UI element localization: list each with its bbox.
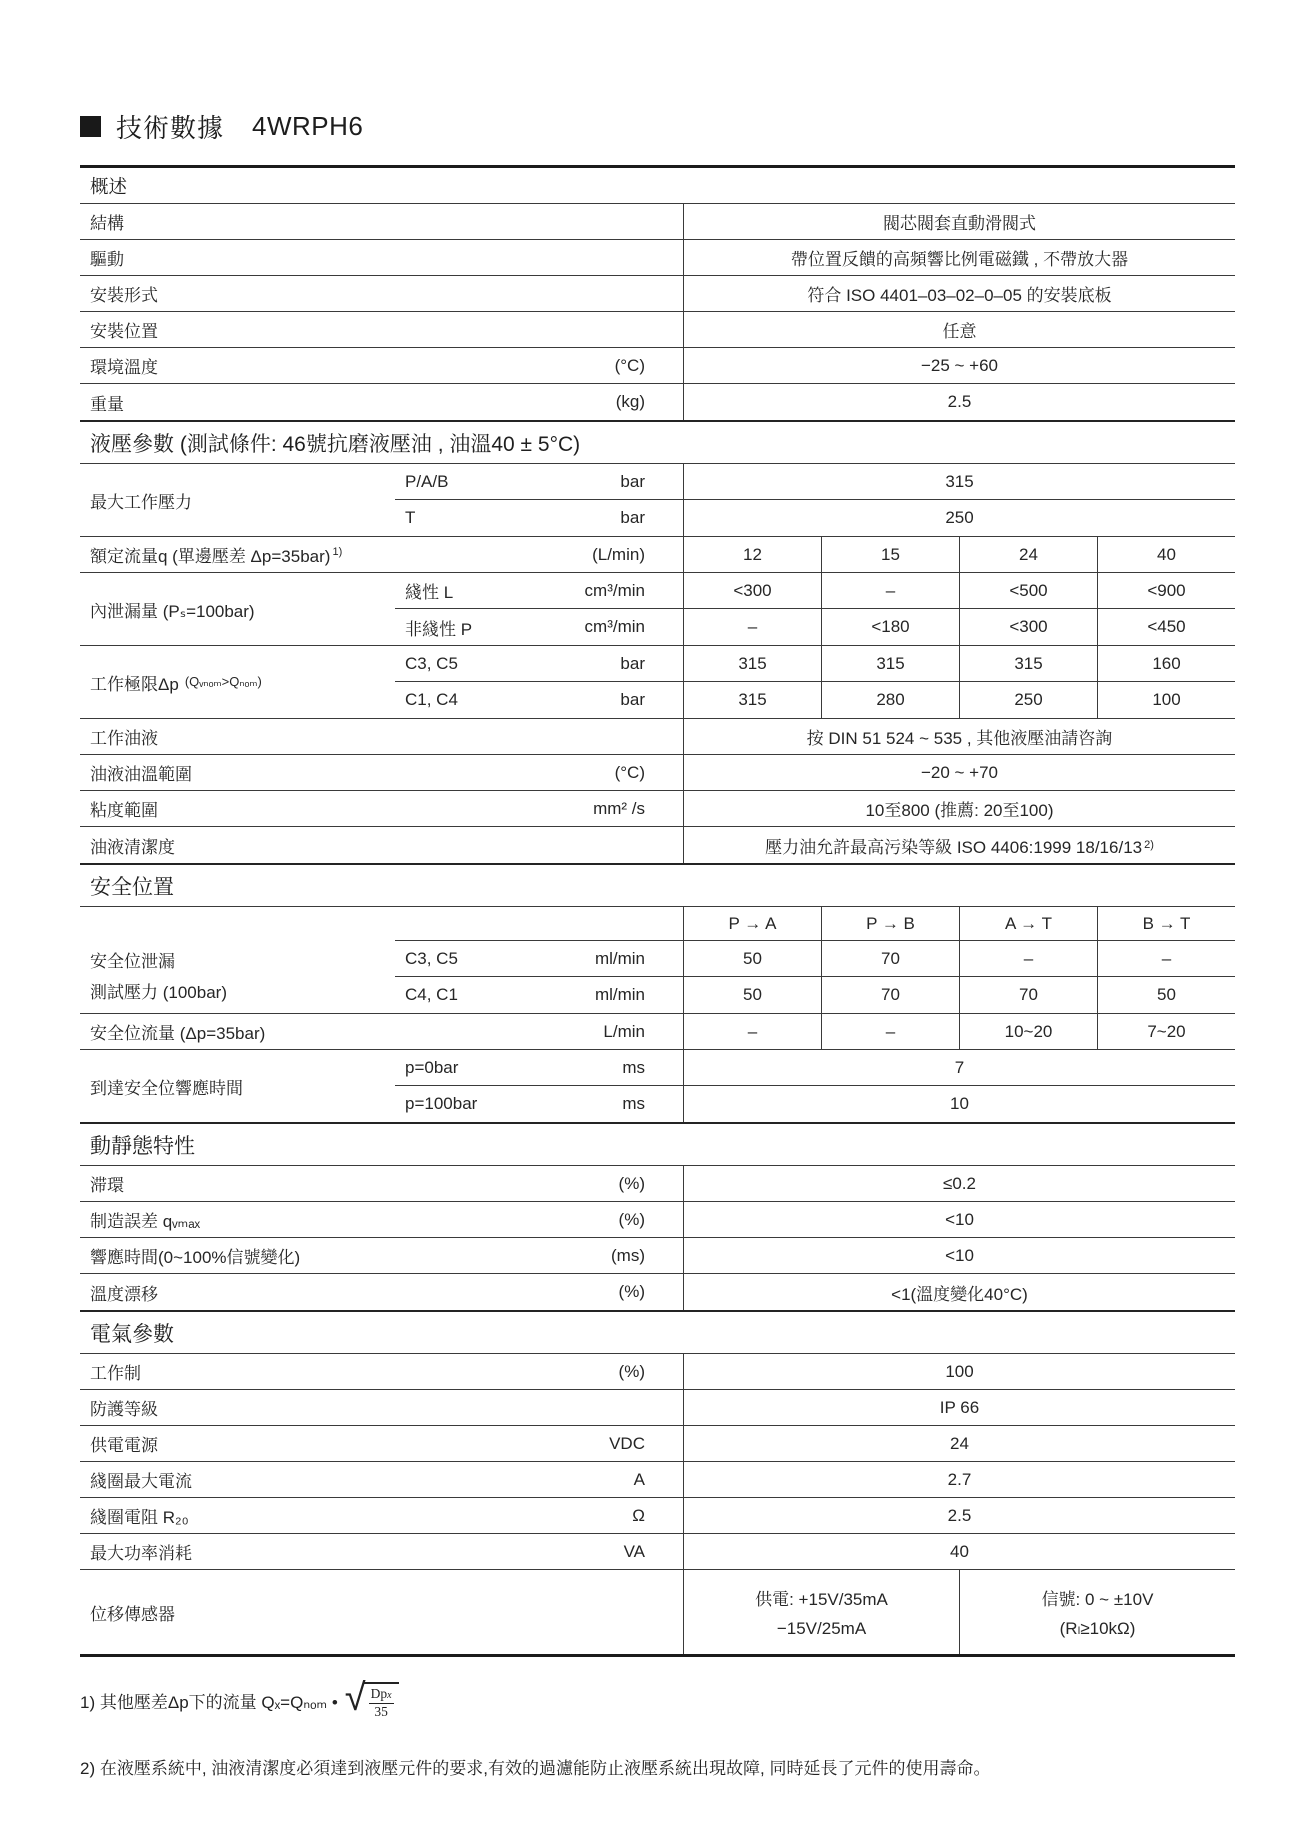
- column-header: B → T: [1097, 907, 1235, 940]
- row-value: 閥芯閥套直動滑閥式: [683, 204, 1235, 239]
- row-value: 24: [959, 537, 1097, 572]
- table-row: [395, 500, 1235, 536]
- row-label: 油液油溫範圍: [90, 765, 192, 784]
- row-value: <10: [683, 1202, 1235, 1237]
- row-value: 任意: [683, 312, 1235, 347]
- footnote-ref: 1): [332, 546, 343, 559]
- table-row: [395, 977, 1235, 1013]
- row-label: 響應時間(0~100%信號變化): [90, 1248, 301, 1267]
- sensor-supply-line1: 供電: +15V/35mA: [755, 1590, 888, 1609]
- row-unit: (%): [618, 1173, 645, 1193]
- table-header-row: [395, 907, 1235, 941]
- row-value: 按 DIN 51 524 ~ 535 , 其他液壓油請咨詢: [683, 719, 1235, 754]
- footnote-1: [80, 1677, 1235, 1720]
- row-value: –: [1097, 941, 1235, 976]
- column-header: A → T: [959, 907, 1097, 940]
- row-label: 安裝位置: [90, 322, 158, 341]
- row-value: <180: [821, 609, 959, 645]
- row-value: <500: [959, 573, 1097, 608]
- row-label: 油液清潔度: [90, 837, 175, 857]
- row-unit: VDC: [609, 1433, 645, 1453]
- page-title: [80, 108, 1235, 145]
- row-value: 70: [821, 977, 959, 1013]
- row-sublabel: p=100bar: [405, 1094, 478, 1113]
- row-value: 10~20: [959, 1014, 1097, 1049]
- row-label: 溫度漂移: [90, 1284, 158, 1304]
- row-sublabel: C1, C4: [405, 690, 458, 709]
- row-label: 綫圈最大電流: [90, 1472, 192, 1491]
- section-header-overview: 概述: [80, 168, 1235, 204]
- row-sublabel: T: [405, 508, 416, 527]
- row-unit: (°C): [614, 355, 645, 375]
- table-row-sensor: [80, 1570, 1235, 1654]
- row-unit: VA: [623, 1541, 645, 1561]
- row-value: −20 ~ +70: [683, 755, 1235, 790]
- sensor-values: [683, 1570, 1235, 1654]
- sensor-supply-cell: [683, 1570, 959, 1654]
- row-sublabel: C3, C5: [405, 653, 458, 673]
- row-value: –: [683, 609, 821, 645]
- footnote-ref: 2): [1144, 839, 1154, 851]
- table-row: [80, 312, 1235, 348]
- row-value: 2.5: [683, 1498, 1235, 1533]
- row-value: 50: [1097, 977, 1235, 1013]
- row-unit: (L/min): [592, 544, 645, 564]
- column-header: P → A: [683, 907, 821, 940]
- table-row: [395, 573, 1235, 609]
- table-row: [80, 1238, 1235, 1274]
- row-label: 安裝形式: [90, 286, 158, 305]
- row-unit: L/min: [603, 1021, 645, 1041]
- table-row-group-response: [80, 1050, 1235, 1122]
- row-label: 供電電源: [90, 1436, 158, 1455]
- row-unit: A: [633, 1469, 645, 1489]
- row-unit: bar: [620, 471, 645, 491]
- row-value: 315: [683, 682, 821, 718]
- row-values: [683, 573, 1235, 608]
- row-sublabel: 非綫性 P: [405, 619, 473, 639]
- row-label: 工作制: [90, 1364, 141, 1383]
- table-row: [80, 755, 1235, 791]
- table-row-nominal-flow: [80, 537, 1235, 573]
- row-label: 額定流量q (單邊壓差 Δp=35bar) $^{1)}$: [90, 546, 343, 566]
- row-label: 驅動: [90, 250, 124, 269]
- row-value: <10: [683, 1238, 1235, 1273]
- table-row: [80, 204, 1235, 240]
- row-value: <450: [1097, 609, 1235, 645]
- row-unit: bar: [620, 508, 645, 527]
- row-value: –: [821, 573, 959, 608]
- row-sublabel: P/A/B: [405, 471, 449, 491]
- sensor-signal-line2: (Rₗ≥10kΩ): [1059, 1619, 1136, 1638]
- table-row: [80, 1534, 1235, 1570]
- row-value: 250: [959, 682, 1097, 718]
- table-row: [80, 1166, 1235, 1202]
- row-unit: (%): [618, 1361, 645, 1381]
- section-header-dynamic: 動靜態特性: [80, 1122, 1235, 1166]
- table-row: [80, 1354, 1235, 1390]
- table-row-group-max-pressure: [80, 464, 1235, 537]
- row-unit: (ms): [611, 1245, 645, 1265]
- row-value: 100: [1097, 682, 1235, 718]
- row-value: <1(溫度變化40°C): [683, 1274, 1235, 1310]
- row-values: [683, 941, 1235, 976]
- row-label: 環境溫度: [90, 358, 158, 377]
- row-unit: Ω: [632, 1505, 645, 1525]
- table-row: [80, 1014, 1235, 1050]
- row-label: 工作極限Δp (Qᵥₙₒₘ>Qₙₒₘ): [90, 674, 262, 694]
- table-row: [80, 276, 1235, 312]
- table-row: [80, 1202, 1235, 1238]
- table-row: [395, 682, 1235, 718]
- row-unit: cm³/min: [584, 617, 645, 636]
- row-value: IP 66: [683, 1390, 1235, 1425]
- row-label: 防護等級: [90, 1400, 158, 1419]
- row-value: 315: [683, 464, 1235, 499]
- section-marker-icon: [80, 116, 101, 137]
- row-value: 40: [1097, 537, 1235, 572]
- sensor-signal-line1: 信號: 0 ~ ±10V: [1041, 1590, 1154, 1609]
- footnote-2: 2) 在液壓系統中, 油液清潔度必須達到液壓元件的要求,有效的過濾能防止液壓系統出現故障, 同時延長了元件的使用壽命。: [80, 1759, 991, 1778]
- row-label: 綫圈電阻 R₂₀: [90, 1508, 189, 1527]
- sensor-supply-line2: −15V/25mA: [776, 1619, 867, 1638]
- row-value: 315: [821, 646, 959, 681]
- row-value: 250: [683, 500, 1235, 536]
- table-row: [395, 941, 1235, 977]
- row-unit: bar: [620, 690, 645, 709]
- row-value: 7: [683, 1050, 1235, 1085]
- row-label: 內泄漏量 (Pₛ=100bar): [90, 601, 255, 621]
- row-value: 50: [683, 977, 821, 1013]
- row-sublabel: C4, C1: [405, 985, 458, 1004]
- table-row: [80, 1426, 1235, 1462]
- row-value: <300: [959, 609, 1097, 645]
- row-value: ≤0.2: [683, 1166, 1235, 1201]
- table-row: [395, 1050, 1235, 1086]
- page-title-text: 技術數據: [116, 113, 225, 143]
- row-value: 帶位置反饋的高頻響比例電磁鐵 , 不帶放大器: [683, 240, 1235, 275]
- row-unit: ms: [622, 1094, 645, 1113]
- row-value: <900: [1097, 573, 1235, 608]
- table-row: [395, 609, 1235, 645]
- model-number: 4WRPH6: [252, 111, 364, 141]
- table-row: [80, 1390, 1235, 1426]
- row-label-note: (Qᵥₙₒₘ>Qₙₒₘ): [184, 674, 262, 689]
- row-label: 最大工作壓力: [90, 492, 192, 512]
- row-values: [683, 1014, 1235, 1049]
- row-label: 到達安全位響應時間: [90, 1078, 243, 1098]
- row-unit: ml/min: [594, 948, 645, 968]
- table-row: [80, 719, 1235, 755]
- column-header: P → B: [821, 907, 959, 940]
- row-unit: ms: [622, 1057, 645, 1077]
- table-row-group-leakage: [80, 573, 1235, 646]
- row-value: –: [821, 1014, 959, 1049]
- row-unit: cm³/min: [584, 580, 645, 600]
- table-row: [395, 464, 1235, 500]
- row-label: 結構: [90, 214, 124, 233]
- row-sublabel: p=0bar: [405, 1057, 459, 1077]
- table-row: [395, 1086, 1235, 1122]
- row-value: 2.5: [683, 384, 1235, 420]
- section-header-electrical: 電氣參數: [80, 1310, 1235, 1354]
- row-label: 安全位泄漏 測試壓力 (100bar): [90, 952, 227, 1002]
- row-value: 280: [821, 682, 959, 718]
- row-value: –: [683, 1014, 821, 1049]
- row-value: 7~20: [1097, 1014, 1235, 1049]
- row-value: 315: [959, 646, 1097, 681]
- row-unit: (°C): [614, 762, 645, 782]
- row-unit: (kg): [615, 392, 645, 411]
- table-row: [80, 384, 1235, 420]
- fraction-denominator: 35: [374, 1704, 388, 1719]
- sqrt-formula: [344, 1677, 399, 1720]
- row-sublabel: C3, C5: [405, 948, 458, 968]
- row-value: –: [959, 941, 1097, 976]
- row-value: 24: [683, 1426, 1235, 1461]
- radical-sign: √: [344, 1677, 366, 1719]
- row-unit: (%): [618, 1209, 645, 1229]
- row-value: 160: [1097, 646, 1235, 681]
- row-value: −25 ~ +60: [683, 348, 1235, 383]
- table-row: [80, 827, 1235, 863]
- row-value: 315: [683, 646, 821, 681]
- row-value: 70: [959, 977, 1097, 1013]
- row-value: 2.7: [683, 1462, 1235, 1497]
- spec-table: [80, 165, 1235, 1657]
- row-values: [683, 609, 1235, 645]
- row-value: <300: [683, 573, 821, 608]
- row-values: [683, 537, 1235, 572]
- row-unit: bar: [620, 653, 645, 673]
- row-label: 最大功率消耗: [90, 1544, 192, 1563]
- row-value: 12: [683, 537, 821, 572]
- row-value: 40: [683, 1534, 1235, 1569]
- row-value: 10: [683, 1086, 1235, 1122]
- row-values: [683, 682, 1235, 718]
- table-row: [80, 348, 1235, 384]
- footnote-1-text: 1) 其他壓差Δp下的流量 Qₓ=Qₙₒₘ •: [80, 1693, 338, 1712]
- table-row: [80, 1462, 1235, 1498]
- row-value: 70: [821, 941, 959, 976]
- row-label: 安全位流量 (Δp=35bar): [90, 1024, 266, 1043]
- row-value: 符合 ISO 4401–03–02–0–05 的安裝底板: [683, 276, 1235, 311]
- row-sublabel: 綫性 L: [405, 583, 454, 602]
- row-value: 100: [683, 1354, 1235, 1389]
- table-row: [80, 240, 1235, 276]
- table-row: [80, 1498, 1235, 1534]
- row-label: 工作油液: [90, 729, 158, 748]
- table-row: [80, 1274, 1235, 1310]
- column-headers: [683, 907, 1235, 940]
- row-unit: (%): [618, 1282, 645, 1301]
- fraction-numerator: Dpx: [369, 1686, 394, 1704]
- row-label: 滞環: [90, 1176, 124, 1195]
- table-row-group-limits: [80, 646, 1235, 719]
- row-label: 重量: [90, 394, 124, 414]
- row-unit: ml/min: [594, 985, 645, 1004]
- row-label: 制造誤差 qᵥₘₐₓ: [90, 1212, 201, 1231]
- section-header-hydraulic: 液壓參數 (測試條件: 46號抗磨液壓油 , 油溫40 ± 5°C): [80, 420, 1235, 464]
- row-value: 15: [821, 537, 959, 572]
- row-value: 50: [683, 941, 821, 976]
- row-label: 位移傳感器: [90, 1604, 175, 1624]
- row-values: [683, 977, 1235, 1013]
- table-row: [395, 646, 1235, 682]
- row-value: 10至800 (推薦: 20至100): [683, 791, 1235, 826]
- datasheet: [80, 108, 1235, 1779]
- section-header-safety: 安全位置: [80, 863, 1235, 907]
- row-unit: mm² /s: [593, 798, 645, 818]
- sensor-signal-cell: [959, 1570, 1235, 1654]
- row-values: [683, 646, 1235, 681]
- table-row-group-safety-leak: [80, 907, 1235, 1014]
- table-row: [80, 791, 1235, 827]
- row-value: 壓力油允許最高污染等級 ISO 4406:1999 18/16/13 2): [683, 827, 1235, 863]
- row-label: 粘度範圍: [90, 801, 158, 820]
